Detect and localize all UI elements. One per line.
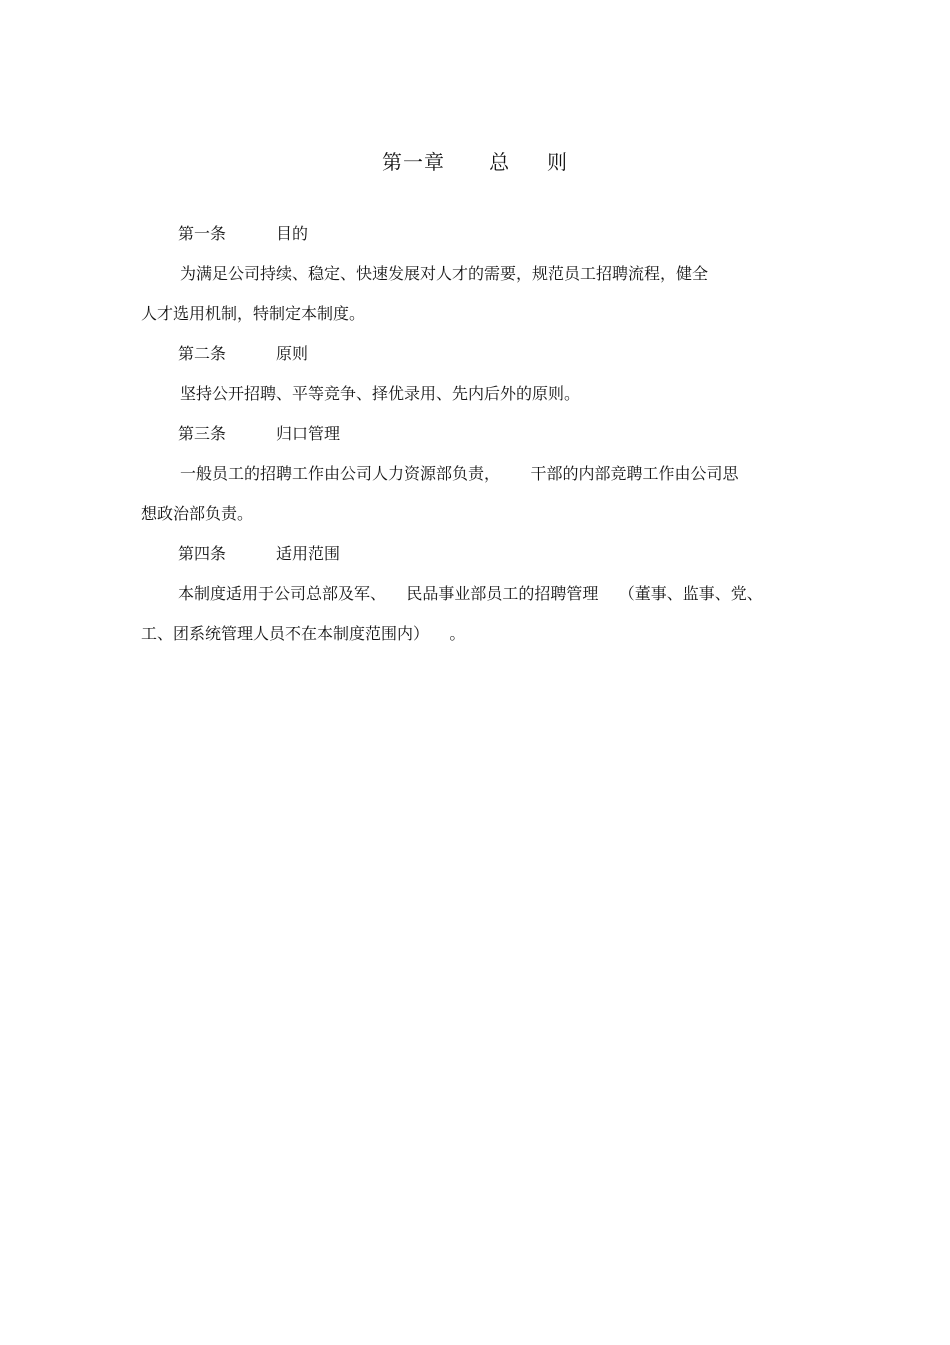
article-1-label: 第一条 <box>178 224 227 243</box>
chapter-title: 第一章 总 则 <box>382 150 568 174</box>
article-2-label: 第二条 <box>178 344 227 363</box>
article-4-body-line-1: 本制度适用于公司总部及军、 民品事业部员工的招聘管理 （董事、监事、党、 <box>178 584 763 603</box>
article-2-body-line-1: 坚持公开招聘、平等竞争、择优录用、先内后外的原则。 <box>180 384 581 403</box>
article-3-body-line-2: 想政治部负责。 <box>141 504 254 523</box>
article-1-body-line-1: 为满足公司持续、稳定、快速发展对人才的需要，规范员工招聘流程，健全 <box>180 264 709 283</box>
article-3-body-line-1: 一般员工的招聘工作由公司人力资源部负责， 干部的内部竞聘工作由公司思 <box>180 464 739 483</box>
article-3-label: 第三条 <box>178 424 227 443</box>
article-1-body-line-2: 人才选用机制，特制定本制度。 <box>141 304 366 323</box>
article-4-heading: 适用范围 <box>276 544 341 563</box>
article-1-heading: 目的 <box>276 224 309 243</box>
article-3-heading: 归口管理 <box>276 424 341 443</box>
article-4-label: 第四条 <box>178 544 227 563</box>
article-2-heading: 原则 <box>276 344 309 363</box>
article-4-body-line-2: 工、团系统管理人员不在本制度范围内） 。 <box>141 624 466 643</box>
